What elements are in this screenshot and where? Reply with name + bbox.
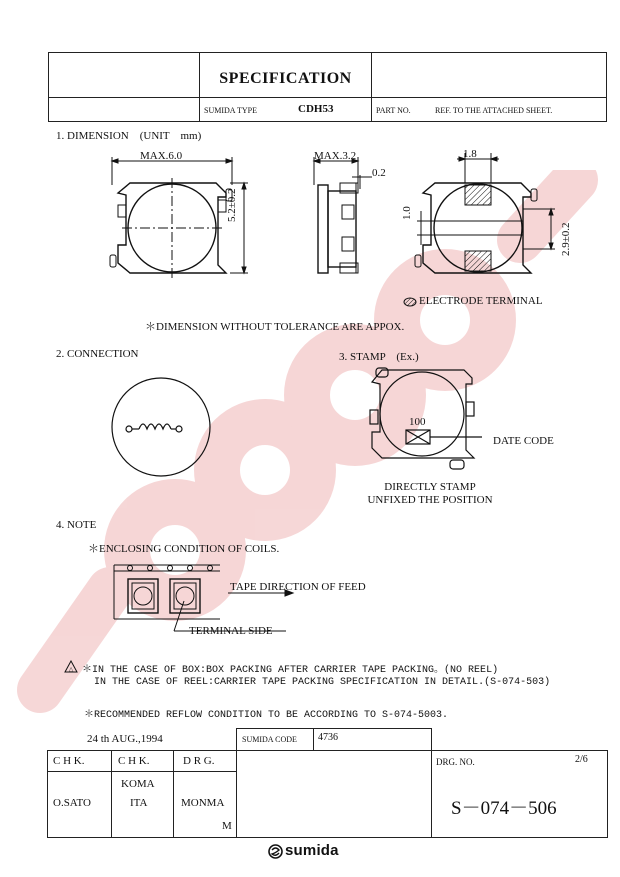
tape-direction-label: TAPE DIRECTION OF FEED [230, 581, 366, 593]
page-number: 2/6 [575, 754, 588, 765]
footer-divider [236, 728, 237, 750]
dimension-note: ＊DIMENSION WITHOUT TOLERANCE ARE APPOX. [145, 321, 405, 333]
pitch-label: 2.9±0.2 [560, 222, 572, 256]
sumida-logo-icon [268, 844, 283, 859]
chk2-name-2: ITA [130, 797, 148, 809]
header-divider [371, 52, 372, 122]
sumida-logo [268, 843, 378, 861]
drg-no-label: DRG. NO. [436, 757, 475, 767]
footer-divider [111, 750, 112, 838]
footer-divider [431, 728, 432, 750]
type-label: SUMIDA TYPE [204, 106, 257, 115]
bottom-view-drawing [395, 145, 570, 290]
footer-divider [236, 728, 431, 729]
issue-date: 24 th AUG.,1994 [87, 733, 163, 745]
drawing-number: S－074－506 [451, 798, 557, 819]
terminal-side-label: TERMINAL SIDE [189, 625, 273, 637]
electrode-legend: ELECTRODE TERMINAL [419, 295, 543, 307]
warning-triangle-icon [64, 660, 78, 673]
drg-extra: M [222, 820, 232, 832]
chk2-name-1: KOMA [121, 778, 155, 790]
stamp-caption-2: UNFIXED THE POSITION [367, 494, 493, 506]
connection-diagram [105, 377, 217, 477]
type-value: CDH53 [298, 103, 334, 115]
chk1-name: O.SATO [53, 797, 92, 809]
chk1-label: C H K. [53, 755, 85, 767]
side-view-drawing [300, 145, 395, 285]
stamp-value: 100 [409, 416, 426, 428]
part-no-label: PART NO. [376, 106, 411, 115]
note-heading: 4. NOTE [56, 519, 97, 531]
header-divider [48, 97, 607, 98]
footer-divider [236, 750, 237, 838]
footer-divider [173, 750, 174, 838]
box-packing-note: ＊IN THE CASE OF BOX:BOX PACKING AFTER CARRIER TAPE PACKING。(NO REEL) [82, 665, 499, 676]
electrode-width-label: 1.8 [463, 148, 477, 160]
reflow-note: ＊RECOMMENDED REFLOW CONDITION TO BE ACCORDING TO S-074-5003. [84, 710, 449, 721]
sumida-code-label: SUMIDA CODE [242, 735, 297, 744]
electrode-hatch-icon [403, 297, 417, 307]
sumida-logo-text: sumida [285, 842, 339, 859]
page-title: SPECIFICATION [219, 70, 352, 87]
footer-divider [431, 750, 432, 838]
stamp-caption-1: DIRECTLY STAMP [384, 481, 476, 493]
drg-name: MONMA [181, 797, 225, 809]
height-dim-label: 5.2±0.2 [226, 188, 238, 222]
connection-heading: 2. CONNECTION [56, 348, 139, 360]
lead-label: 0.2 [372, 167, 386, 179]
footer-divider [47, 771, 236, 772]
reel-packing-note: IN THE CASE OF REEL:CARRIER TAPE PACKING SPECIFICATION IN DETAIL.(S-074-503) [94, 677, 551, 688]
sumida-code-value: 4736 [318, 732, 338, 743]
dimension-heading: 1. DIMENSION (UNIT mm) [56, 130, 202, 142]
chk2-label: C H K. [118, 755, 150, 767]
stamp-heading: 3. STAMP (Ex.) [339, 351, 419, 363]
enclosing-note: ＊ENCLOSING CONDITION OF COILS. [88, 543, 280, 555]
part-no-value: REF. TO THE ATTACHED SHEET. [435, 106, 553, 115]
date-code-label: DATE CODE [493, 435, 554, 447]
footer-divider [313, 728, 314, 750]
drg-label: D R G. [183, 755, 215, 767]
electrode-height-label: 1.0 [401, 206, 413, 220]
max-thick-label: MAX.3.2 [314, 150, 357, 162]
max-width-label: MAX.6.0 [140, 150, 183, 162]
svg-text:△: △ [68, 667, 74, 673]
